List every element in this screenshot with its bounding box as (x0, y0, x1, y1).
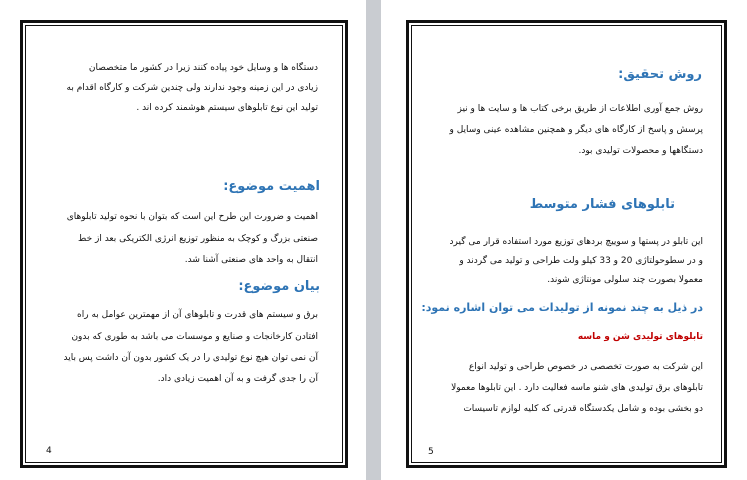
intro-line: دستگاه ها و وسایل خود پیاده کنند زیرا در کشور ما متخصصان (88, 63, 318, 73)
panels-line: این تابلو در پستها و سوییچ بردهای توزیع مورد استفاده قرار می گیرد (449, 237, 703, 247)
company-heading: تابلوهای تولیدی شن و ماسه (577, 332, 703, 342)
intro-line: زیادی در این زمینه وجود ندارند ولی چندین شرکت و کارگاه اقدام به (66, 83, 318, 93)
page-gap (366, 0, 381, 480)
importance-heading: اهمیت موضوع: (223, 179, 320, 194)
intro-line: تولید این نوع تابلوهای سیستم هوشمند کرده اند . (136, 103, 318, 113)
company-line: دو بخشی بوده و شامل یکدستگاه قدرتی که کلیه لوازم تاسیسات (463, 404, 703, 414)
examples-heading: در ذیل به چند نمونه از تولیدات می توان اشاره نمود: (421, 301, 703, 314)
page-left (0, 0, 366, 480)
importance-line: انتقال به واحد های صنعتی آشنا شد. (184, 255, 318, 265)
company-line: تابلوهای برق تولیدی های شنو ماسه فعالیت دارد . این تابلوها معمولا (451, 383, 703, 393)
statement-heading: بیان موضوع: (238, 279, 320, 294)
method-line: دستگاهها و محصولات تولیدی بود. (578, 146, 703, 156)
page-number: 4 (46, 446, 52, 456)
panels-line: و در سطوحولتاژی 20 و 33 کیلو ولت طراحی و تولید می گردند و (459, 256, 703, 266)
statement-line: افتادن کارخانجات و صنایع و موسسات می باشد به طوری که بدون (71, 332, 318, 342)
page-number: 5 (428, 447, 434, 457)
method-line: روش جمع آوری اطلاعات از طریق برخی کتاب ها و سایت ها و نیز (457, 104, 703, 114)
page-right (381, 0, 747, 480)
company-line: این شرکت به صورت تخصصی در خصوص طراحی و تولید انواع (468, 362, 703, 372)
statement-line: برق و سیستم های قدرت و تابلوهای آن از مهمترین عوامل به راه (77, 310, 318, 320)
importance-line: اهمیت و ضرورت این طرح این است که بتوان با نحوه تولید تابلوهای (66, 212, 318, 222)
method-line: پرسش و پاسخ از کارگاه های دیگر و همچنین مشاهده عینی وسایل و (449, 125, 703, 135)
statement-line: آن را جدی گرفت و به آن اهمیت زیادی داد. (157, 374, 318, 384)
method-heading: روش تحقیق: (618, 67, 702, 82)
importance-line: صنعتی بزرگ و کوچک به منظور توزیع انرژی الکتریکی بعد از خط (78, 234, 318, 244)
panels-line: معمولا بصورت چند سلولی مونتاژی شوند. (547, 275, 703, 285)
statement-line: آن نمی توان هیچ نوع تولیدی را در یک کشور بدون آن داشت پس باید (63, 353, 318, 363)
panels-heading: تابلوهای فشار متوسط (529, 197, 675, 212)
